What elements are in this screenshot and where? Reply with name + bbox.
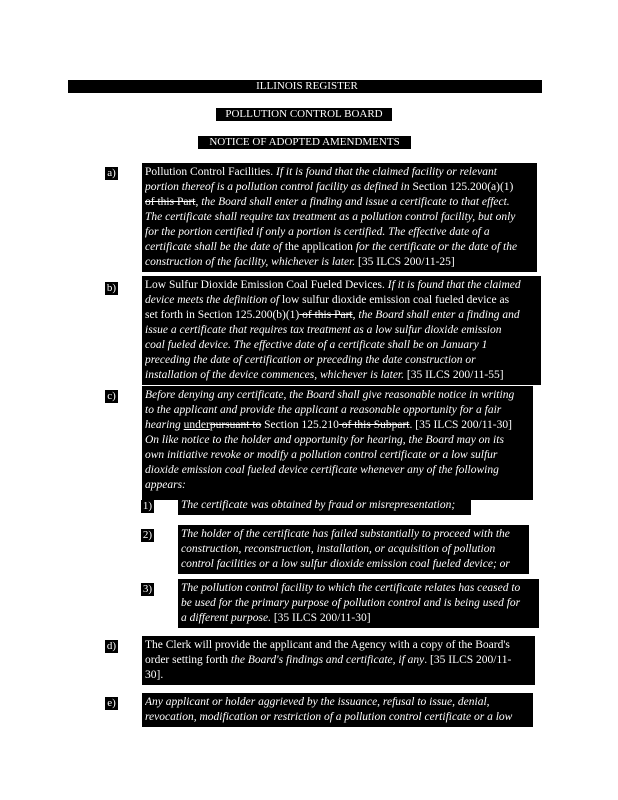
b-line-5: coal fueled device. The effective date of a certificate shall be on January 1 [145, 339, 488, 351]
item-1-paragraph [178, 496, 471, 515]
c-line-1: Before denying any certificate, the Board shall give reasonable notice in writing [145, 389, 515, 401]
d-line-1: The Clerk will provide the applicant and the Agency with a copy of the Board's [145, 639, 510, 651]
section-e-marker: e) [105, 697, 118, 710]
section-d-marker: d) [106, 640, 117, 652]
section-e-paragraph [142, 693, 533, 727]
item-2-paragraph [178, 525, 529, 574]
c-line-2: to the applicant and provide the applicant a reasonable opportunity for a fair [145, 404, 502, 416]
a-line-1: Pollution Control Facilities. If it is found that the claimed facility or relevant [145, 166, 497, 178]
b-line-4: issue a certificate that requires tax treatment as a low sulfur dioxide emission [145, 324, 502, 336]
section-b-marker: b) [106, 282, 117, 294]
item-2-line-2: construction, reconstruction, installation, or acquisition of pollution [181, 543, 496, 555]
c-line-7: appears: [145, 479, 186, 491]
c-line-4: On like notice to the holder and opportunity for hearing, the Board may on its [145, 434, 504, 446]
section-a-marker: a) [105, 167, 118, 180]
b-line-2: device meets the definition of low sulfur dioxide emission coal fueled device as [145, 294, 510, 306]
board-title: POLLUTION CONTROL BOARD [216, 108, 392, 121]
section-b-paragraph [142, 276, 541, 385]
item-2-marker: 2) [142, 529, 153, 541]
c-line-3: hearing underpursuant to Section 125.210 of this Subpart. [35 ILCS 200/11-30] [145, 419, 512, 431]
b-line-3: set forth in Section 125.200(b)(1) of this Part, the Board shall enter a finding and [145, 309, 520, 321]
section-a-paragraph [142, 163, 537, 272]
c-line-6: dioxide emission coal fueled device certificate whenever any of the following [145, 464, 499, 476]
item-3-paragraph [178, 579, 539, 628]
b-line-6: preceding the date of certification or preceding the date construction or [145, 354, 476, 366]
item-3-line-1: The pollution control facility to which the certificate relates has ceased to [181, 582, 521, 594]
a-line-2: portion thereof is a pollution control facility as defined in Section 125.200(a)(1) [145, 181, 514, 193]
item-3-line-3: a different purpose. [35 ILCS 200/11-30] [181, 612, 371, 624]
a-line-5: for the portion certified if only a portion is certified. The effective date of a [145, 226, 490, 238]
section-c-marker: c) [105, 390, 118, 403]
section-d-paragraph [142, 636, 535, 685]
item-2-line-1: The holder of the certificate has failed substantially to proceed with the [181, 528, 510, 540]
a-line-3: of this Part, the Board shall enter a finding and issue a certificate to that effect. [145, 196, 510, 208]
d-line-3: 30]. [145, 669, 164, 681]
b-line-1: Low Sulfur Dioxide Emission Coal Fueled Devices. If it is found that the claimed [145, 279, 521, 291]
item-3-line-2: be used for the primary purpose of pollution control and is being used for [181, 597, 521, 609]
c-line-5: own initiative revoke or modify a pollution control certificate or a low sulfur [145, 449, 498, 461]
section-c-paragraph [142, 386, 533, 500]
item-2-line-3: control facilities or a low sulfur dioxide emission coal fueled device; or [181, 558, 510, 570]
a-line-6: certificate shall be the date of the application for the certificate or the date of the [145, 241, 518, 253]
e-line-1: Any applicant or holder aggrieved by the issuance, refusal to issue, denial, [145, 696, 490, 708]
item-1-line-1: The certificate was obtained by fraud or misrepresentation; [181, 499, 456, 511]
b-line-7: installation of the device commences, whichever is later. [35 ILCS 200/11-55] [145, 369, 504, 381]
e-line-2: revocation, modification or restriction of a pollution control certificate or a low [145, 711, 513, 723]
d-line-2: order setting forth the Board's findings and certificate, if any. [35 ILCS 200/11- [145, 654, 512, 666]
register-title: ILLINOIS REGISTER [244, 80, 370, 93]
item-3-marker: 3) [142, 583, 153, 595]
a-line-4: The certificate shall require tax treatment as a pollution control facility, but only [145, 211, 516, 223]
notice-title: NOTICE OF ADOPTED AMENDMENTS [198, 136, 411, 149]
a-line-7: construction of the facility, whichever is later. [35 ILCS 200/11-25] [145, 256, 455, 268]
item-1-marker: 1) [142, 500, 153, 512]
